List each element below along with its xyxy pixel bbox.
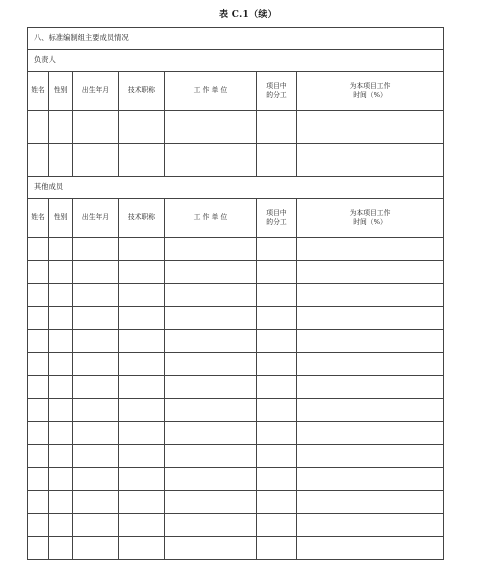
table-cell[interactable] [165,238,257,261]
table-cell[interactable] [49,261,73,284]
member-row [28,284,444,307]
table-cell[interactable] [28,284,49,307]
table-caption: 表 C.1（续） [219,10,277,20]
table-cell[interactable] [73,491,119,514]
table-cell[interactable] [49,284,73,307]
table-cell[interactable] [257,353,297,376]
column-header-time [297,72,444,111]
member-row [28,307,444,330]
table-cell[interactable] [73,111,119,144]
table-cell[interactable] [49,111,73,144]
table-cell[interactable] [165,537,257,560]
table-cell[interactable] [297,376,444,399]
column-header-gender: 性别 [49,72,73,111]
table-cell[interactable] [28,445,49,468]
table-cell[interactable] [28,330,49,353]
column-header-division-line2: 的分工 [266,218,287,226]
column-header-gender: 性别 [49,199,73,238]
table-cell[interactable] [119,422,165,445]
section-title: 八、标准编制组主要成员情况 [28,28,444,50]
table-cell[interactable] [257,514,297,537]
leader-row [28,144,444,177]
table-cell[interactable] [28,537,49,560]
table-cell[interactable] [119,514,165,537]
table-cell[interactable] [28,399,49,422]
table-cell[interactable] [73,376,119,399]
column-header-name: 姓名 [28,72,49,111]
section-title-row [28,28,444,50]
table-cell[interactable] [28,468,49,491]
table-cell[interactable] [119,284,165,307]
table-cell[interactable] [28,422,49,445]
table-cell[interactable] [28,376,49,399]
table-cell[interactable] [257,491,297,514]
table-cell[interactable] [257,144,297,177]
leader-header-row [28,72,444,111]
table-cell[interactable] [49,376,73,399]
table-cell[interactable] [257,261,297,284]
table-cell[interactable] [119,111,165,144]
table-cell[interactable] [73,330,119,353]
member-row [28,261,444,284]
table-cell[interactable] [119,238,165,261]
column-header-division [257,199,297,238]
table-cell[interactable] [49,445,73,468]
table-cell[interactable] [257,284,297,307]
table-cell[interactable] [297,330,444,353]
table-cell[interactable] [119,445,165,468]
table-cell[interactable] [49,422,73,445]
table-cell[interactable] [119,330,165,353]
table-cell[interactable] [165,284,257,307]
leader-row [28,111,444,144]
table-cell[interactable] [73,445,119,468]
column-header-time [297,199,444,238]
table-cell[interactable] [257,307,297,330]
table-cell[interactable] [28,111,49,144]
member-row [28,537,444,560]
table-cell[interactable] [119,307,165,330]
member-row [28,376,444,399]
table-cell[interactable] [257,376,297,399]
table-cell[interactable] [165,330,257,353]
column-header-name: 姓名 [28,199,49,238]
table-cell[interactable] [73,144,119,177]
others-header-row [28,199,444,238]
member-row [28,238,444,261]
table-cell[interactable] [297,307,444,330]
column-header-division-line2: 的分工 [266,91,287,99]
member-row [28,330,444,353]
column-header-division-line1: 项目中 [266,208,287,217]
column-header-work-unit: 工 作 单 位 [165,72,257,111]
table-cell[interactable] [119,491,165,514]
column-header-time-line2: 时间（%） [353,91,387,99]
column-header-time-line2: 时间（%） [353,218,387,226]
member-row [28,399,444,422]
column-header-work-unit: 工 作 单 位 [165,199,257,238]
column-header-birth: 出生年月 [73,199,119,238]
table-cell[interactable] [165,422,257,445]
table-cell[interactable] [119,399,165,422]
member-row [28,468,444,491]
table-cell[interactable] [257,445,297,468]
table-cell[interactable] [257,238,297,261]
table-cell[interactable] [165,445,257,468]
table-cell[interactable] [165,376,257,399]
leader-label: 负责人 [28,50,444,72]
table-cell[interactable] [297,422,444,445]
table-cell[interactable] [165,514,257,537]
table-cell[interactable] [28,514,49,537]
column-header-time-line1: 为本项目工作 [349,208,391,217]
table-cell[interactable] [73,537,119,560]
member-table [27,27,444,560]
table-cell[interactable] [297,537,444,560]
table-cell[interactable] [297,514,444,537]
table-cell[interactable] [297,284,444,307]
table-cell[interactable] [257,330,297,353]
table-cell[interactable] [73,514,119,537]
table-cell[interactable] [297,144,444,177]
column-header-title: 技术职称 [119,72,165,111]
member-row [28,514,444,537]
table-cell[interactable] [257,537,297,560]
others-subheading-row [28,177,444,199]
table-cell[interactable] [49,144,73,177]
table-cell[interactable] [73,284,119,307]
column-header-birth: 出生年月 [73,72,119,111]
table-cell[interactable] [119,144,165,177]
table-cell[interactable] [73,353,119,376]
member-row [28,491,444,514]
table-cell[interactable] [297,238,444,261]
table-cell[interactable] [49,353,73,376]
table-cell[interactable] [49,537,73,560]
table-cell[interactable] [49,491,73,514]
table-cell[interactable] [73,238,119,261]
table-cell[interactable] [297,353,444,376]
table-cell[interactable] [49,468,73,491]
table-cell[interactable] [257,399,297,422]
leader-subheading-row [28,50,444,72]
table-cell[interactable] [257,468,297,491]
table-cell[interactable] [28,491,49,514]
table-cell[interactable] [73,399,119,422]
table-cell[interactable] [73,468,119,491]
table-cell[interactable] [297,445,444,468]
table-cell[interactable] [28,307,49,330]
table-cell[interactable] [165,491,257,514]
table-cell[interactable] [28,238,49,261]
table-cell[interactable] [165,468,257,491]
table-cell[interactable] [165,307,257,330]
table-cell[interactable] [119,353,165,376]
table-cell[interactable] [49,514,73,537]
table-cell[interactable] [297,261,444,284]
table-cell[interactable] [28,261,49,284]
table-cell[interactable] [119,468,165,491]
table-cell[interactable] [49,330,73,353]
table-cell[interactable] [73,422,119,445]
member-row [28,353,444,376]
table-cell[interactable] [257,111,297,144]
table-cell[interactable] [119,261,165,284]
table-cell[interactable] [165,399,257,422]
table-cell[interactable] [28,353,49,376]
table-cell[interactable] [49,307,73,330]
others-label: 其他成员 [28,177,444,199]
member-row [28,445,444,468]
table-cell[interactable] [28,144,49,177]
table-cell[interactable] [297,111,444,144]
column-header-title: 技术职称 [119,199,165,238]
table-cell[interactable] [119,376,165,399]
table-cell[interactable] [165,111,257,144]
table-cell[interactable] [165,353,257,376]
table-cell[interactable] [257,422,297,445]
column-header-time-line1: 为本项目工作 [349,81,391,90]
table-cell[interactable] [73,261,119,284]
table-cell[interactable] [297,399,444,422]
table-cell[interactable] [73,307,119,330]
table-cell[interactable] [297,491,444,514]
table-cell[interactable] [165,144,257,177]
column-header-division-line1: 项目中 [266,81,287,90]
column-header-division [257,72,297,111]
table-cell[interactable] [297,468,444,491]
table-cell[interactable] [49,399,73,422]
table-cell[interactable] [119,537,165,560]
table-cell[interactable] [49,238,73,261]
member-row [28,422,444,445]
table-cell[interactable] [165,261,257,284]
